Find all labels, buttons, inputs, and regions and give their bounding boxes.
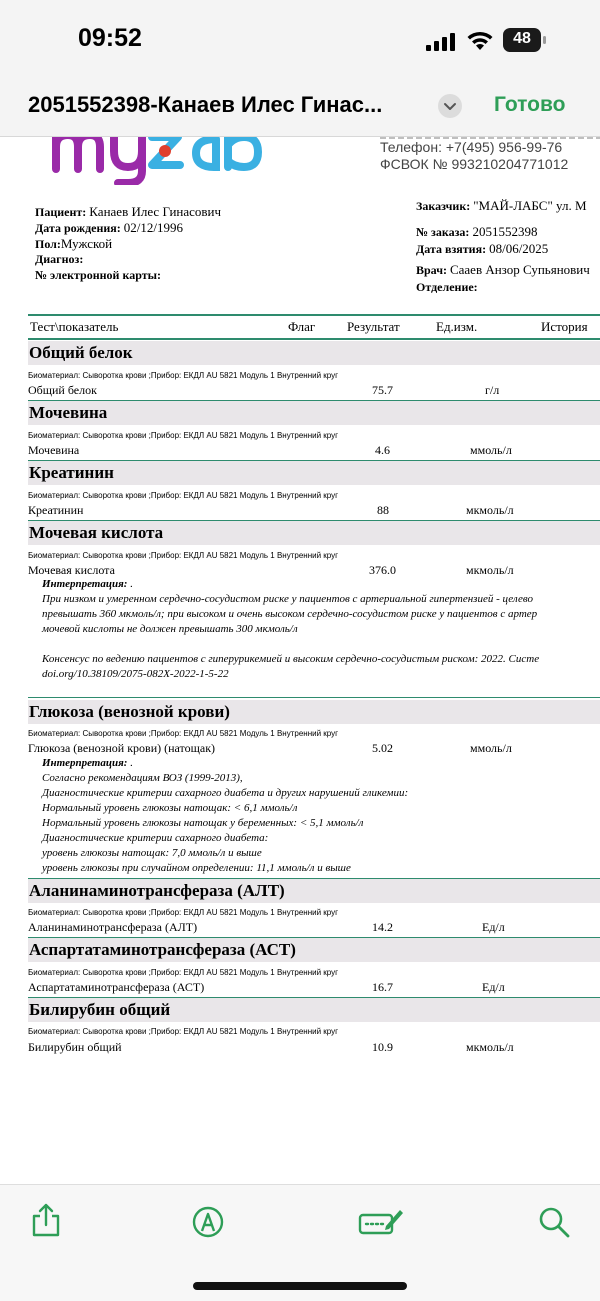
section-header: Мочевина [28, 401, 600, 425]
section-header: Билирубин общий [28, 998, 600, 1022]
row-rule [28, 697, 600, 698]
test-row-name: Мочевина [28, 443, 80, 457]
test-row-name: Аланинаминотрансфераза (АЛТ) [28, 920, 198, 934]
interpretation-line: Согласно рекомендациям ВОЗ (1999-2013), [42, 772, 243, 784]
biomaterial-note: Биоматериал: Сыворотка крови ;Прибор: ЕКДЛ AU 5821 Модуль 1 Внутренний круг [28, 908, 339, 917]
header-top-rule [28, 314, 600, 316]
test-unit: ммоль/л [470, 443, 512, 457]
biomaterial-note: Биоматериал: Сыворотка крови ;Прибор: ЕКДЛ AU 5821 Модуль 1 Внутренний круг [28, 491, 339, 500]
test-unit: мкмоль/л [466, 563, 514, 577]
battery-icon [503, 28, 547, 52]
interpretation-line: Диагностические критерии сахарного диабета и других нарушений гликемии: [42, 787, 409, 799]
col-test: Тест\показатель [30, 319, 119, 334]
test-unit: мкмоль/л [466, 503, 514, 517]
interpretation-label: Интерпретация: . [42, 578, 133, 590]
test-row-name: Билирубин общий [28, 1040, 122, 1054]
document-title[interactable]: 2051552398-Канаев Илес Гинас... [28, 92, 383, 117]
test-unit: мкмоль/л [466, 1040, 514, 1054]
sex-row: Пол:Мужской [35, 236, 113, 251]
interpretation-line: уровень глюкозы натощак: 7,0 ммоль/л и выше [42, 847, 262, 859]
order-row: № заказа: 2051552398 [416, 224, 538, 239]
mylab-logo [48, 137, 268, 185]
interpretation-line: Консенсус по ведению пациентов с гиперурикемией и высоким сердечно-сосудистым риском: 2022. Систе [42, 653, 540, 665]
section-header: Глюкоза (венозной крови) [28, 700, 600, 724]
biomaterial-note: Биоматериал: Сыворотка крови ;Прибор: ЕКДЛ AU 5821 Модуль 1 Внутренний круг [28, 371, 339, 380]
col-history: История [541, 319, 588, 334]
test-result: 75.7 [372, 383, 393, 397]
test-row-name: Общий белок [28, 383, 97, 397]
section-header: Аспартатаминотрансфераза (АСТ) [28, 938, 600, 962]
battery-level: 48 [513, 30, 531, 47]
biomaterial-note: Биоматериал: Сыворотка крови ;Прибор: ЕКДЛ AU 5821 Модуль 1 Внутренний круг [28, 968, 339, 977]
col-result: Результат [347, 319, 400, 334]
lab-fsvok: ФСВОК № 993210204771012 [380, 156, 569, 172]
test-unit: г/л [485, 383, 500, 397]
diagnosis-row: Диагноз: [35, 252, 84, 266]
test-result: 14.2 [372, 920, 393, 934]
department-row: Отделение: [416, 280, 478, 294]
bottom-toolbar [0, 1184, 600, 1301]
biomaterial-note: Биоматериал: Сыворотка крови ;Прибор: ЕКДЛ AU 5821 Модуль 1 Внутренний круг [28, 431, 339, 440]
interpretation-line: превышать 360 мкмоль/л; при высоком и очень высоком сердечно-сосудистом риске у пациентов с артер [42, 608, 538, 620]
done-button[interactable]: Готово [494, 93, 566, 116]
test-row-name: Мочевая кислота [28, 563, 115, 577]
test-row-name: Креатинин [28, 503, 84, 517]
title-menu-button[interactable] [438, 94, 462, 118]
test-row-name: Глюкоза (венозной крови) (натощак) [28, 741, 216, 755]
home-indicator[interactable] [193, 1282, 407, 1290]
search-icon[interactable] [538, 1205, 570, 1239]
share-icon[interactable] [30, 1203, 62, 1237]
col-unit: Ед.изм. [436, 319, 478, 334]
interpretation-label: Интерпретация: . [42, 757, 133, 769]
chevron-down-icon [438, 94, 462, 118]
interpretation-line: Диагностические критерии сахарного диабета: [42, 832, 269, 844]
biomaterial-note: Биоматериал: Сыворотка крови ;Прибор: ЕКДЛ AU 5821 Модуль 1 Внутренний круг [28, 551, 339, 560]
status-bar [0, 0, 600, 82]
section-header: Креатинин [28, 461, 600, 485]
interpretation-line: Нормальный уровень глюкозы натощак: < 6,1 ммоль/л [42, 802, 298, 814]
test-result: 88 [377, 503, 389, 517]
section-header: Аланинаминотрансфераза (АЛТ) [28, 879, 600, 903]
interpretation-line: мочевой кислоты не должен превышать 300 мкмоль/л [42, 623, 298, 635]
signature-icon[interactable] [358, 1205, 404, 1239]
wifi-icon [466, 29, 494, 51]
lab-phone: Телефон: +7(495) 956-99-76 [380, 139, 563, 155]
test-row-name: Аспартатаминотрансфераза (АСТ) [28, 980, 205, 994]
markup-icon[interactable] [192, 1205, 224, 1239]
biomaterial-note: Биоматериал: Сыворотка крови ;Прибор: ЕКДЛ AU 5821 Модуль 1 Внутренний круг [28, 729, 339, 738]
test-result: 10.9 [372, 1040, 393, 1054]
section-header: Мочевая кислота [28, 521, 600, 545]
test-result: 16.7 [372, 980, 393, 994]
dob-row: Дата рождения: 02/12/1996 [35, 220, 184, 235]
interpretation-line: doi.org/10.38109/2075-082X-2022-1-5-22 [42, 668, 229, 680]
test-unit: ммоль/л [470, 741, 512, 755]
section-header: Общий белок [28, 341, 600, 365]
card-row: № электронной карты: [35, 268, 161, 282]
test-unit: Ед/л [482, 920, 505, 934]
taken-date-row: Дата взятия: 08/06/2025 [416, 241, 549, 256]
patient-row: Пациент: Канаев Илес Гинасович [35, 204, 222, 219]
test-result: 5.02 [372, 741, 393, 755]
test-unit: Ед/л [482, 980, 505, 994]
test-result: 4.6 [375, 443, 390, 457]
header-bottom-rule [28, 338, 600, 340]
pdf-document[interactable] [0, 137, 600, 1184]
doctor-row: Врач: Сааев Анзор Супьянович [416, 262, 590, 277]
interpretation-line: уровень глюкозы при случайном определении: 11,1 ммоль/л и выше [42, 862, 351, 874]
document-title-bar [0, 82, 600, 137]
interpretation-line: При низком и умеренном сердечно-сосудистом риске у пациентов с артериальной гипертензией - целево [42, 593, 533, 605]
cellular-signal-icon [426, 33, 458, 51]
biomaterial-note: Биоматериал: Сыворотка крови ;Прибор: ЕКДЛ AU 5821 Модуль 1 Внутренний круг [28, 1027, 339, 1036]
col-flag: Флаг [288, 319, 316, 334]
customer-row: Заказчик: "МАЙ-ЛАБС" ул. М [416, 198, 587, 213]
test-result: 376.0 [369, 563, 396, 577]
status-time: 09:52 [78, 24, 142, 52]
interpretation-line: Нормальный уровень глюкозы натощак у беременных: < 5,1 ммоль/л [42, 817, 364, 829]
